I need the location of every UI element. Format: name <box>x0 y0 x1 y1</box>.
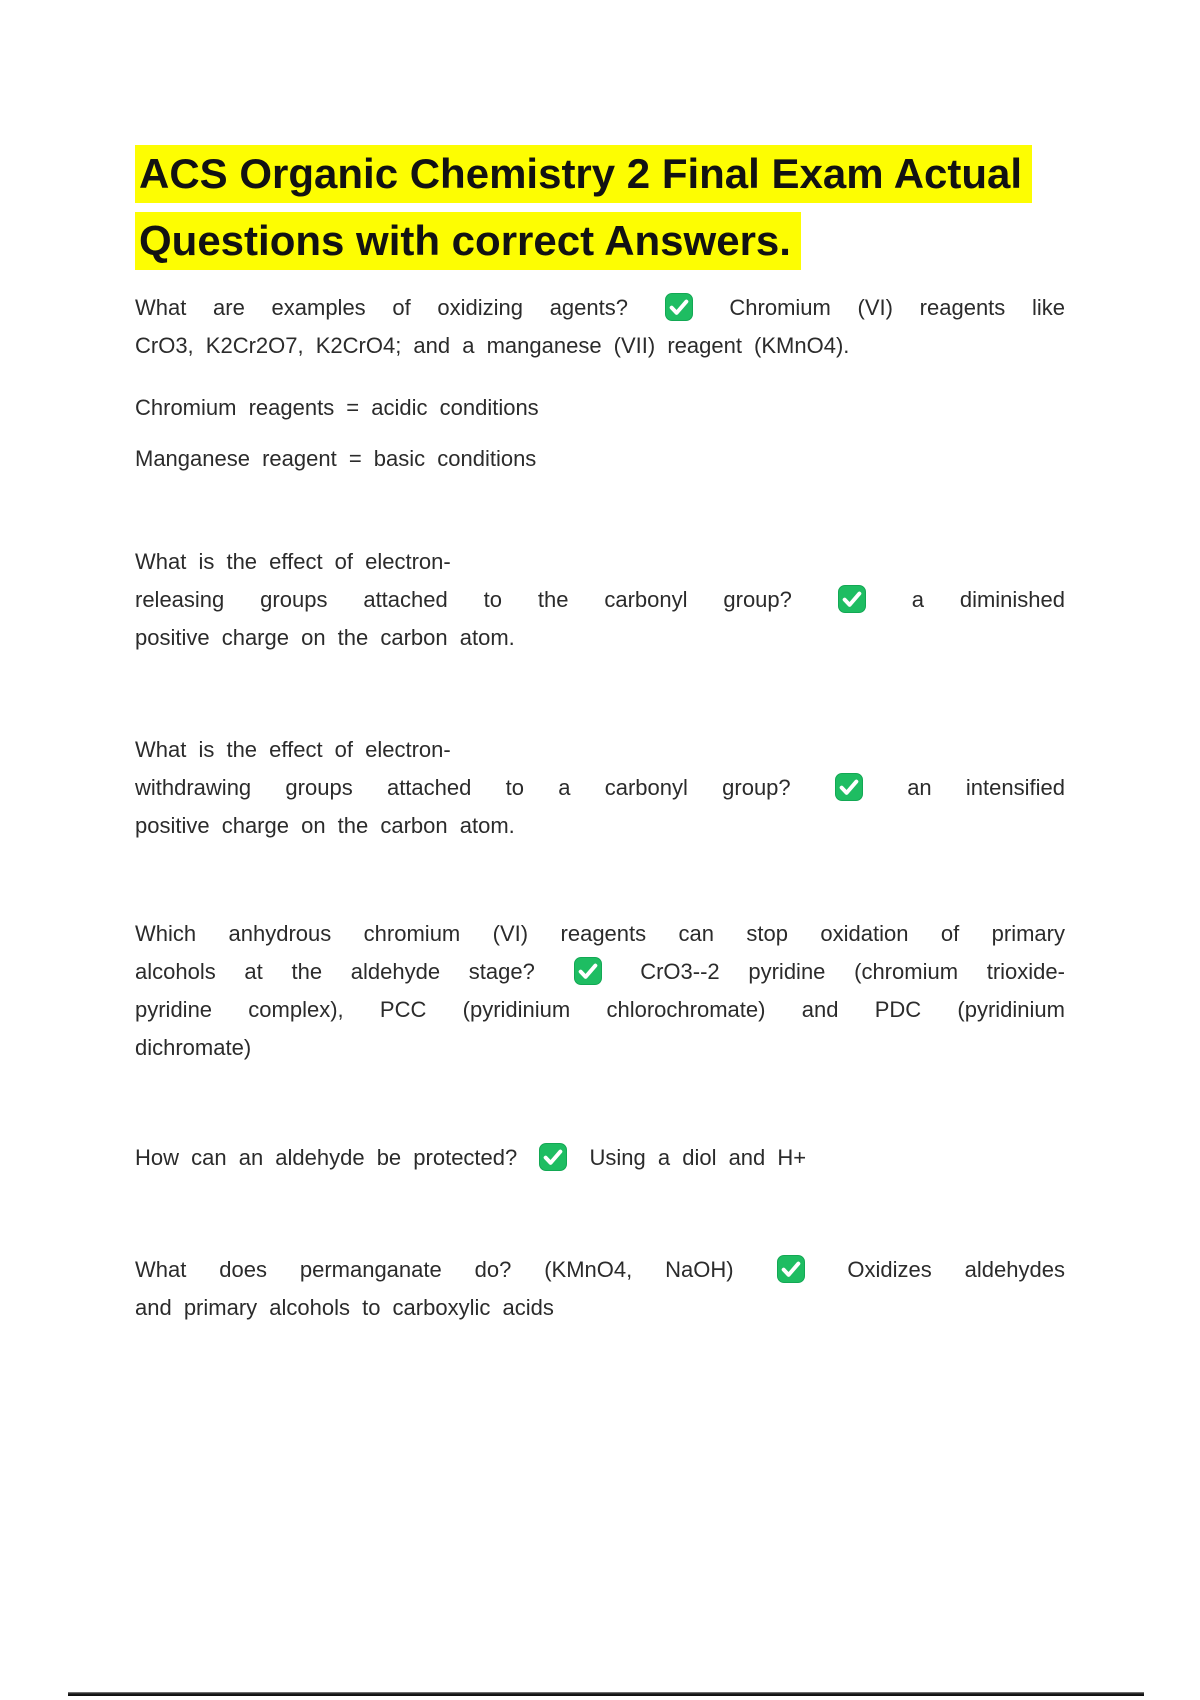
checkmark-icon <box>777 1255 805 1283</box>
qa-line <box>135 389 1065 427</box>
qa-text: What does permanganate do? (KMnO4, NaOH) <box>135 1257 734 1282</box>
qa-block <box>135 389 1065 427</box>
checkmark-icon <box>574 957 602 985</box>
qa-text: positive charge on the carbon atom. <box>135 813 515 838</box>
qa-line <box>135 1251 1065 1289</box>
qa-text: Which anhydrous chromium (VI) reagents can stop oxidation of primary <box>135 921 1065 946</box>
qa-line <box>135 289 1065 327</box>
qa-text: CrO3, K2Cr2O7, K2CrO4; and a manganese (VII) reagent (KMnO4). <box>135 333 850 358</box>
qa-text: pyridine complex), PCC (pyridinium chlorochromate) and PDC (pyridinium <box>135 997 1065 1022</box>
qa-list <box>135 289 1065 1327</box>
qa-line <box>135 991 1065 1029</box>
qa-line <box>135 581 1065 619</box>
qa-text: a diminished <box>911 587 1065 612</box>
page-title <box>135 145 1065 270</box>
qa-block <box>135 731 1065 845</box>
checkmark-icon <box>539 1143 567 1171</box>
qa-line <box>135 731 1065 769</box>
qa-text: and primary alcohols to carboxylic acids <box>135 1295 554 1320</box>
qa-block <box>135 440 1065 478</box>
checkmark-icon <box>835 773 863 801</box>
title-highlight: ACS Organic Chemistry 2 Final Exam Actual <box>135 145 1032 203</box>
qa-text: withdrawing groups attached to a carbonyl group? <box>135 775 791 800</box>
qa-text: Chromium reagents = acidic conditions <box>135 395 539 420</box>
qa-text: Chromium (VI) reagents like <box>729 295 1065 320</box>
qa-line <box>135 769 1065 807</box>
checkmark-icon <box>665 293 693 321</box>
qa-text: dichromate) <box>135 1035 252 1060</box>
qa-text: positive charge on the carbon atom. <box>135 625 515 650</box>
qa-text: CrO3--2 pyridine (chromium trioxide- <box>640 959 1065 984</box>
checkmark-icon <box>838 585 866 613</box>
qa-line <box>135 953 1065 991</box>
qa-text: What is the effect of electron- <box>135 737 451 762</box>
qa-block <box>135 543 1065 657</box>
next-page-divider-line <box>68 1692 1144 1696</box>
qa-block <box>135 289 1065 365</box>
qa-text: alcohols at the aldehyde stage? <box>135 959 535 984</box>
title-highlight: Questions with correct Answers. <box>135 212 801 270</box>
qa-block <box>135 1139 1065 1177</box>
qa-line <box>135 1139 1065 1177</box>
qa-text: releasing groups attached to the carbonyl group? <box>135 587 792 612</box>
qa-line <box>135 915 1065 953</box>
title-line <box>135 212 1065 270</box>
qa-line <box>135 807 1065 845</box>
qa-text: Using a diol and H+ <box>589 1145 807 1170</box>
qa-line <box>135 1289 1065 1327</box>
qa-line <box>135 327 1065 365</box>
qa-block <box>135 915 1065 1067</box>
qa-text: Oxidizes aldehydes <box>847 1257 1065 1282</box>
page-content <box>135 0 1065 1327</box>
qa-text: What is the effect of electron- <box>135 549 451 574</box>
title-line <box>135 145 1065 203</box>
qa-text: an intensified <box>907 775 1065 800</box>
qa-line <box>135 543 1065 581</box>
qa-block <box>135 1251 1065 1327</box>
qa-text: Manganese reagent = basic conditions <box>135 446 537 471</box>
qa-text: What are examples of oxidizing agents? <box>135 295 628 320</box>
qa-line <box>135 619 1065 657</box>
qa-line <box>135 1029 1065 1067</box>
qa-text: How can an aldehyde be protected? <box>135 1145 518 1170</box>
qa-line <box>135 440 1065 478</box>
